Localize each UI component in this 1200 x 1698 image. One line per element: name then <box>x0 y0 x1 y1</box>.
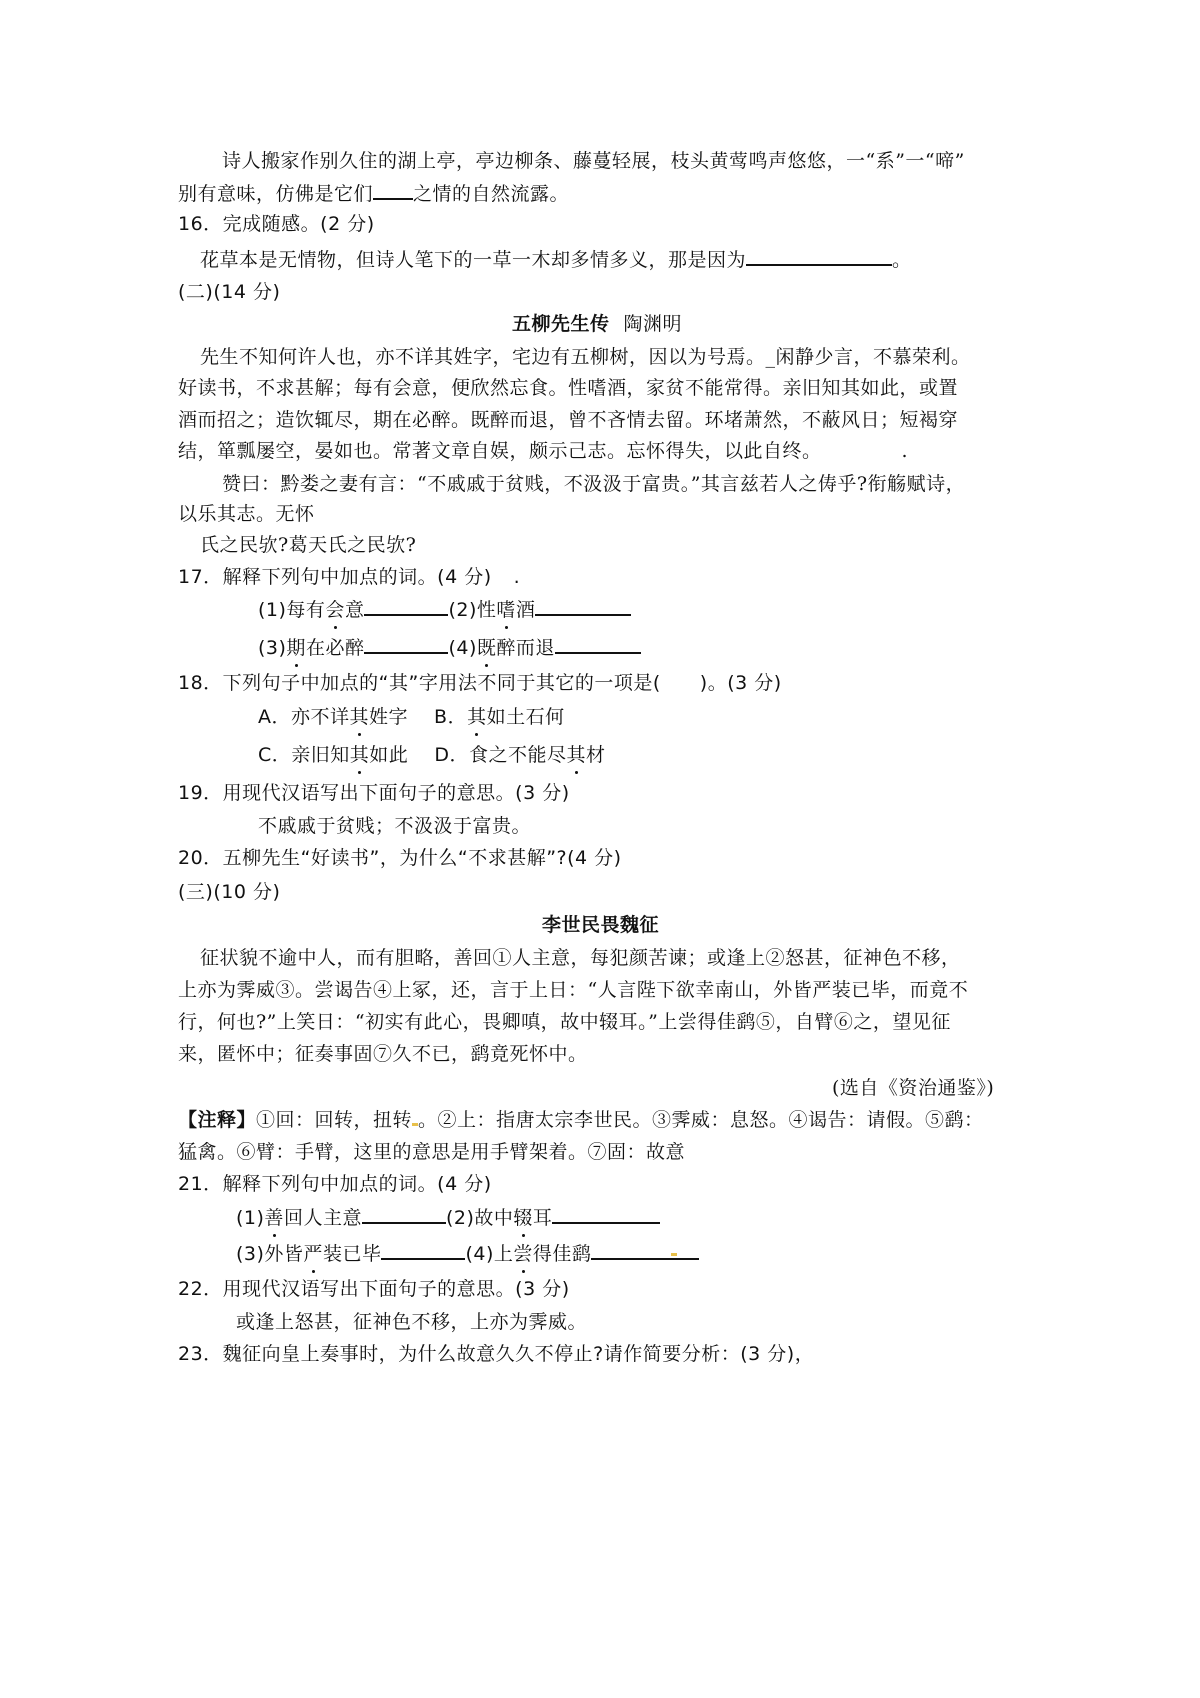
text: 猛禽。⑥臂：手臂，这里的意思是用手臂架着。⑦固：故意 <box>178 1141 686 1163</box>
text: 来，匿怀中；征奏事固⑦久不已，鹞竟死怀中。 <box>178 1043 588 1065</box>
dotted-word: 其 <box>566 744 586 766</box>
text: (二)(14 分) <box>178 281 281 303</box>
text: A．亦不详 <box>258 706 350 728</box>
question-17 <box>178 564 520 590</box>
answer-blank[interactable] <box>535 596 631 616</box>
text: 姓字 <box>369 706 409 728</box>
text: (三)(10 分) <box>178 881 281 903</box>
annotation-label: 【注释】 <box>178 1109 257 1131</box>
passage-line <box>200 945 961 971</box>
text: 材 <box>585 744 606 766</box>
text: 如土石何 <box>486 706 565 728</box>
passage-line <box>200 246 912 273</box>
text: 之情的自然流露。 <box>413 183 570 205</box>
passage-line <box>178 977 968 1003</box>
title-text: 李世民畏魏征 <box>542 914 660 936</box>
option-d[interactable] <box>434 744 605 766</box>
dotted-word: 严 <box>303 1243 323 1265</box>
dotted-word: 会 <box>325 599 345 621</box>
passage-line <box>178 438 908 464</box>
text: 18．下列句子中加点的“其”字用法不同于其它的一项是( )。(3 分) <box>178 672 782 694</box>
passage-line <box>178 375 958 401</box>
dotted-word: 辍 <box>513 1207 533 1229</box>
section-heading <box>178 879 280 905</box>
question-19 <box>178 780 570 806</box>
text: 酒而招之；造饮辄尽，期在必醉。既醉而退，曾不吝情去留。环堵萧然，不蔽风日；短褐穿 <box>178 409 959 431</box>
text: 22．用现代汉语写出下面句子的意思。(3 分) <box>178 1278 570 1300</box>
text: 赞曰：黔娄之妻有言：“不戚戚于贫贱，不汲汲于富贵。”其言兹若人之俦乎?衔觞赋诗， <box>222 473 966 495</box>
question-17-items <box>258 634 641 661</box>
text: 在必醉 <box>305 637 365 659</box>
text: 醉而退 <box>496 637 555 659</box>
text: D．食之不能尽 <box>434 744 567 766</box>
dotted-word: 善 <box>264 1207 284 1229</box>
text: 氏之民欤?葛天氏之民欤? <box>200 534 417 556</box>
question-23 <box>178 1341 814 1367</box>
text: 装已毕 <box>322 1243 382 1265</box>
text: . <box>901 440 909 462</box>
answer-blank[interactable] <box>746 246 892 266</box>
text: 以乐其志。无怀 <box>178 503 315 525</box>
text: 20．五柳先生“好读书”，为什么“不求甚解”?(4 分) <box>178 847 622 869</box>
passage-title <box>542 912 659 938</box>
dotted-word: 既 <box>476 637 497 659</box>
text: (1)每有 <box>258 599 326 621</box>
dotted-word: 尝 <box>513 1243 533 1265</box>
question-18 <box>178 670 782 696</box>
text: 不戚戚于贫贱；不汲汲于富贵。 <box>258 815 532 837</box>
answer-blank[interactable] <box>555 634 641 654</box>
annotation-line <box>178 1139 685 1165</box>
text: (3) <box>258 637 287 659</box>
text: 好读书，不求甚解；每有会意，便欣然忘食。性嗜酒，家贫不能常得。亲旧知其如此，或置 <box>178 377 959 399</box>
dotted-word: 期 <box>286 637 306 659</box>
text: 征状貌不逾中人，而有胆略，善回①人主意，每犯颜苦谏；或逢上②怒甚，征神色不移， <box>200 947 961 969</box>
text: (选自《资治通鉴》) <box>832 1077 995 1099</box>
passage-line <box>178 180 569 207</box>
source-note <box>832 1075 994 1101</box>
question-18-options <box>258 742 605 768</box>
text: (3)外皆 <box>236 1243 304 1265</box>
question-18-options <box>258 704 565 730</box>
text: 17．解释下列句中加点的词。(4 分) <box>178 566 492 588</box>
passage-line <box>222 148 965 174</box>
passage-line <box>178 1009 951 1035</box>
passage-line <box>200 532 416 558</box>
text: 行，何也?”上笑日：“初实有此心，畏卿嗔，故中辍耳。”上尝得佳鹞⑤，自臂⑥之，望见征 <box>178 1011 951 1033</box>
answer-blank[interactable] <box>591 1240 699 1260</box>
text: (2)故中 <box>445 1207 514 1229</box>
question-21 <box>178 1171 492 1197</box>
question-16 <box>178 211 375 237</box>
question-21-items <box>236 1204 660 1231</box>
text: ①回：回转，扭转 <box>256 1109 413 1131</box>
text: (4) <box>448 637 477 659</box>
text: 诗人搬家作别久住的湖上亭，亭边柳条、藤蔓轻展，枝头黄莺鸣声悠悠，一“系”一“啼” <box>222 150 965 172</box>
passage-line <box>222 471 965 497</box>
option-c[interactable] <box>258 744 408 766</box>
answer-blank[interactable] <box>362 1204 446 1224</box>
author-text: 陶渊明 <box>623 313 683 335</box>
text: . <box>513 566 521 588</box>
text: (2)性 <box>448 599 497 621</box>
section-heading <box>178 279 280 305</box>
highlight-mark <box>671 1253 677 1256</box>
passage-line <box>200 344 971 370</box>
text: 得佳鹞 <box>532 1243 592 1265</box>
answer-blank[interactable] <box>364 596 448 616</box>
question-20 <box>178 845 622 871</box>
annotation-line <box>178 1107 984 1133</box>
text: 16．完成随感。(2 分) <box>178 213 375 235</box>
dotted-word: 其 <box>349 706 370 728</box>
text: 。 <box>892 249 912 271</box>
text: 19．用现代汉语写出下面句子的意思。(3 分) <box>178 782 570 804</box>
answer-blank[interactable] <box>381 1240 465 1260</box>
passage-line <box>178 1041 588 1067</box>
quoted-sentence <box>258 813 531 839</box>
text: 结，箪瓢屡空，晏如也。常著文章自娱，颇示己志。忘怀得失，以此自终。 <box>178 440 822 462</box>
text: 回人主意 <box>283 1207 362 1229</box>
text: 酒 <box>515 599 536 621</box>
passage-line <box>178 501 315 527</box>
text: C．亲旧知 <box>258 744 350 766</box>
dotted-word: 其 <box>349 744 370 766</box>
question-21-items <box>236 1240 699 1267</box>
option-a[interactable] <box>258 706 408 728</box>
quoted-sentence <box>236 1309 587 1335</box>
text: 或逢上怒甚，征神色不移，上亦为霁威。 <box>236 1311 588 1333</box>
text: 23．魏征向皇上奏事时，为什么故意久久不停止?请作简要分析：(3 分)， <box>178 1343 815 1365</box>
text: 上亦为霁威③。尝谒告④上冢，还，言于上日：“人言陛下欲幸南山，外皆严装已毕，而竟不 <box>178 979 969 1001</box>
text: 。②上：指唐太宗李世民。③霁威：息怒。④谒告：请假。⑤鹞： <box>418 1109 984 1131</box>
option-b[interactable] <box>434 706 565 728</box>
dotted-word: 嗜 <box>496 599 516 621</box>
question-22 <box>178 1276 570 1302</box>
question-17-items <box>258 596 631 623</box>
text: 21．解释下列句中加点的词。(4 分) <box>178 1173 492 1195</box>
passage-title <box>512 311 682 337</box>
text: 先生不知何许人也，亦不详其姓字，宅边有五柳树，因以为号焉。_闲静少言，不慕荣利。 <box>200 346 971 368</box>
answer-blank[interactable] <box>552 1204 660 1224</box>
text: 别有意味，仿佛是它们 <box>178 183 374 205</box>
text: B． <box>434 706 468 728</box>
text: 花草本是无情物，但诗人笔下的一草一木却多情多义，那是因为 <box>200 249 747 271</box>
passage-line <box>178 407 958 433</box>
title-text: 五柳先生传 <box>512 313 610 335</box>
dotted-word: 其 <box>467 706 487 728</box>
answer-blank[interactable] <box>364 634 448 654</box>
text: (1) <box>236 1207 265 1229</box>
text: 意 <box>344 599 365 621</box>
text: 如此 <box>369 744 409 766</box>
text: (4)上 <box>465 1243 514 1265</box>
answer-blank[interactable] <box>373 180 413 200</box>
text: 耳 <box>532 1207 553 1229</box>
